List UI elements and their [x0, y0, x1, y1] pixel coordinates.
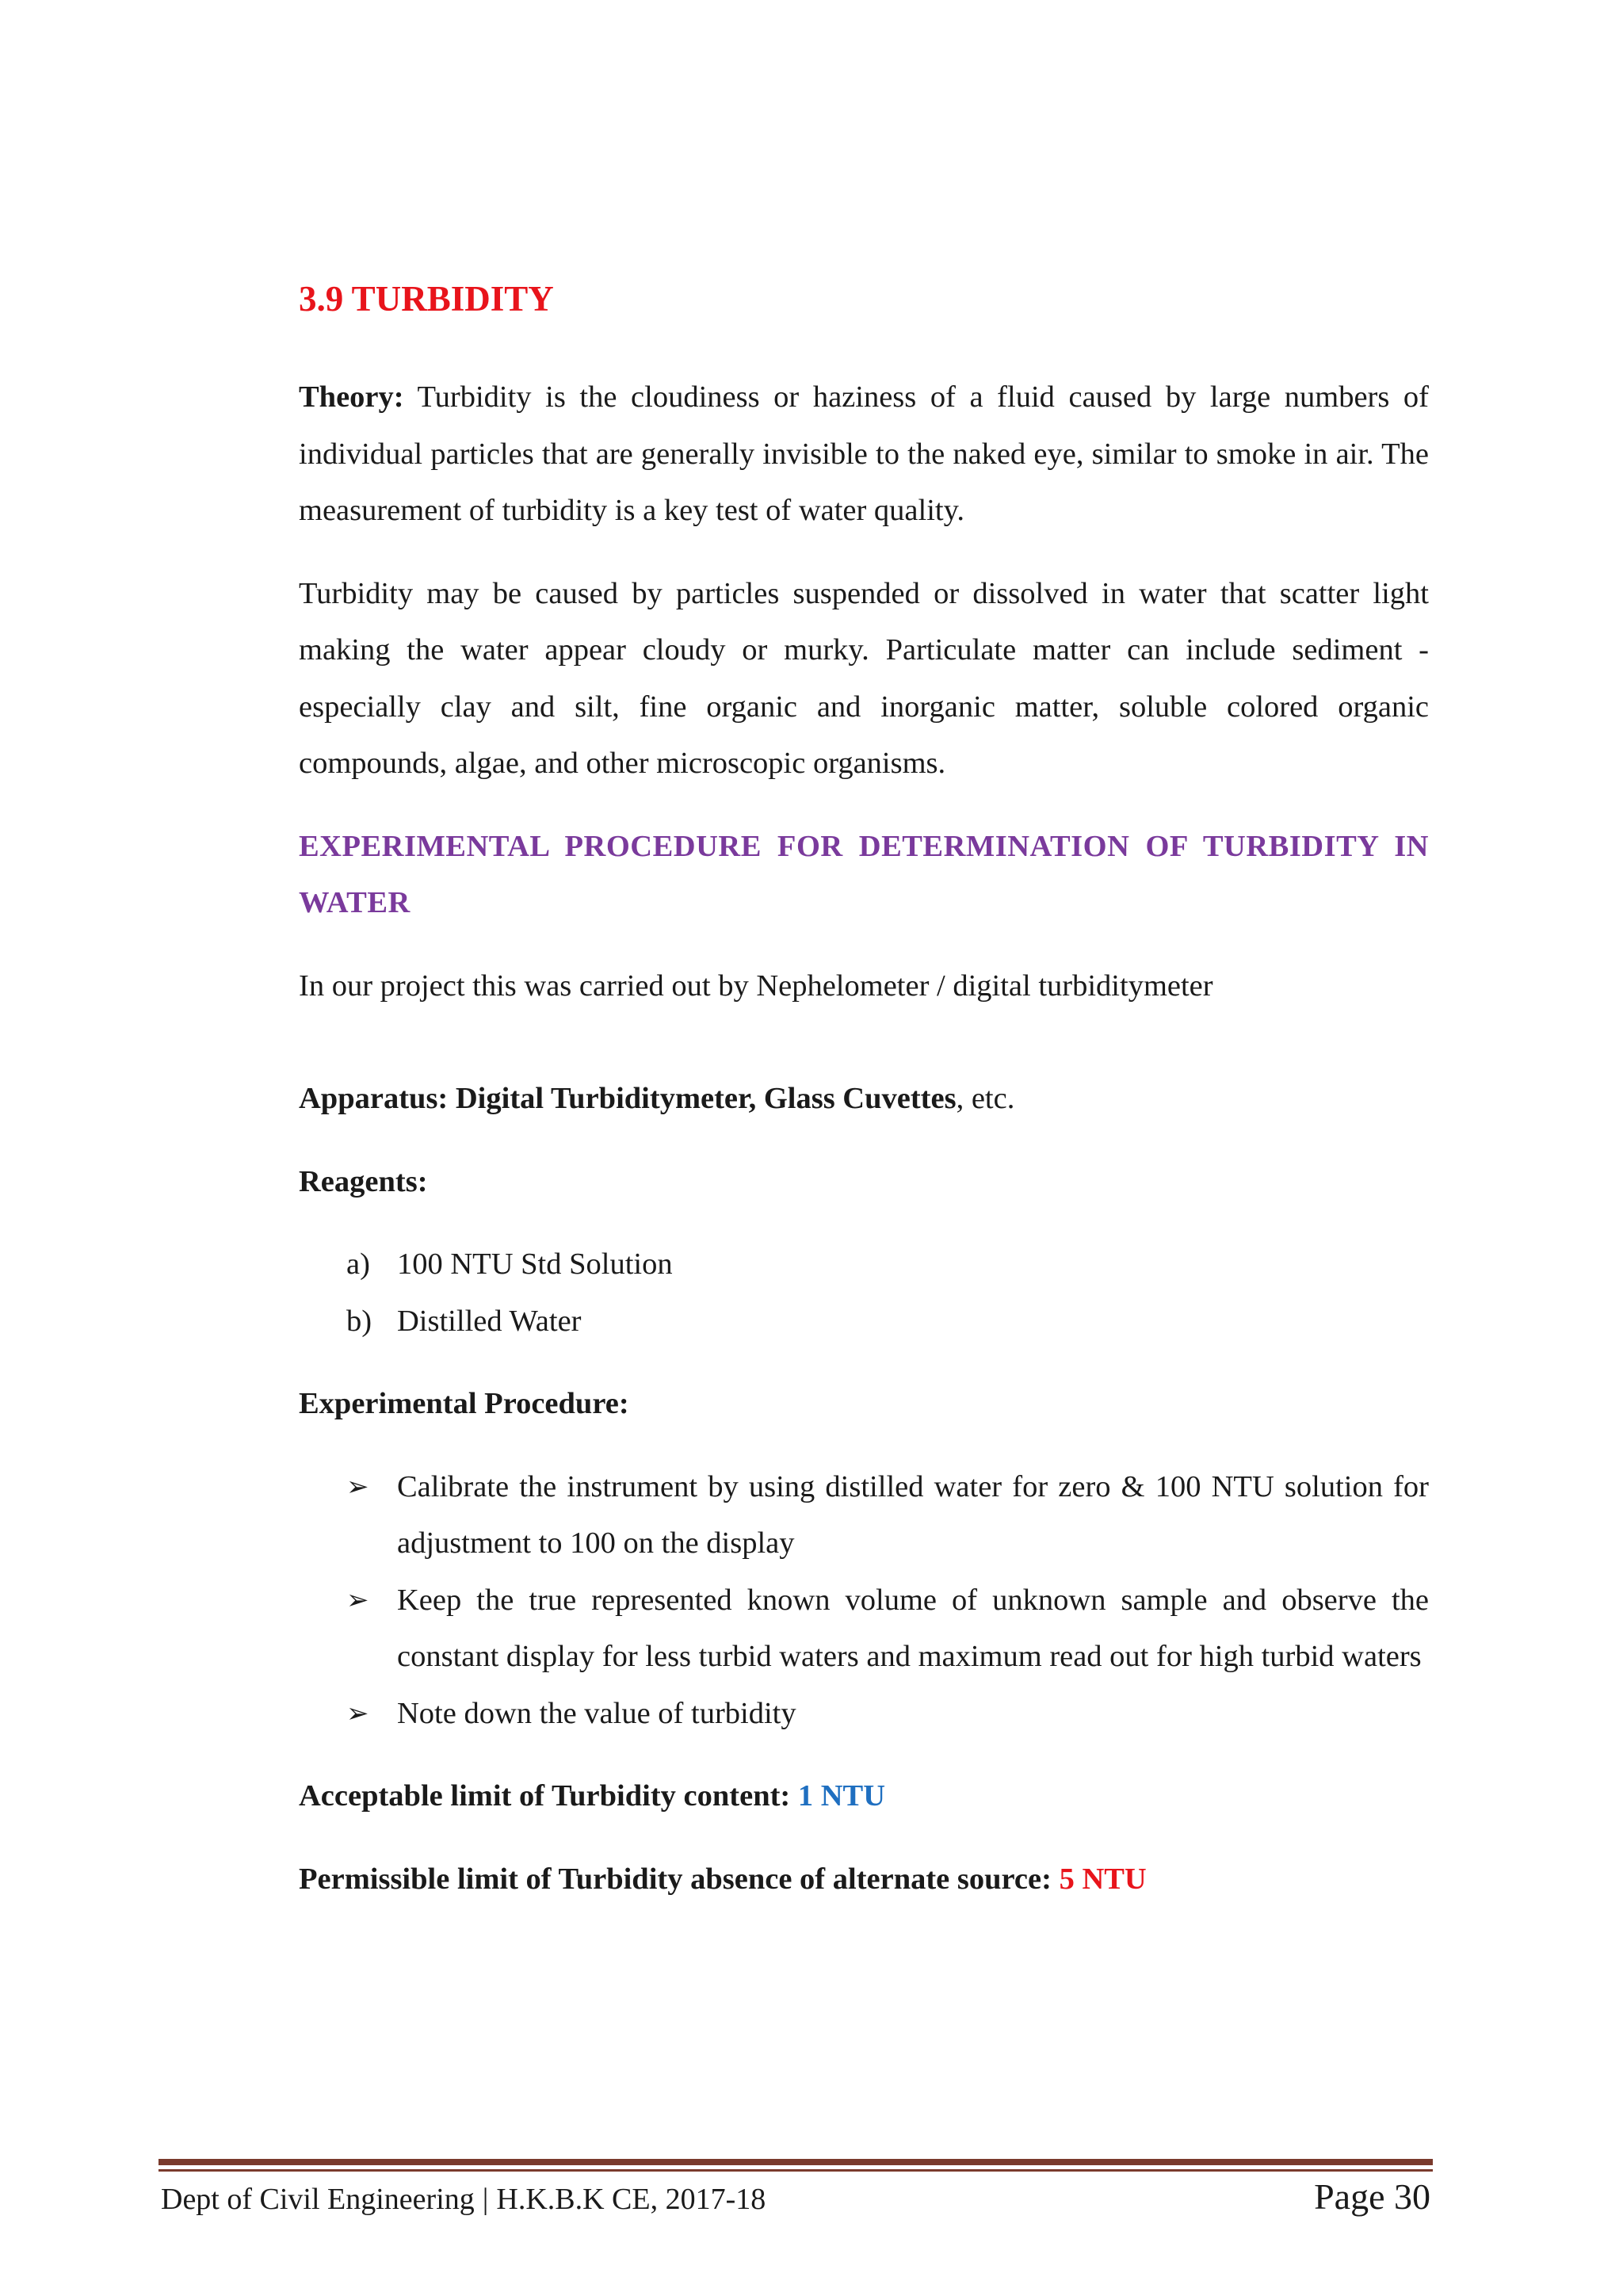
acceptable-label: Acceptable limit of Turbidity content:: [299, 1779, 798, 1813]
reagent-text: Distilled Water: [397, 1304, 582, 1338]
apparatus-line: [299, 1071, 1429, 1128]
page-footer: [161, 2176, 1430, 2223]
reagent-marker: b): [346, 1304, 372, 1338]
reagent-list: [299, 1236, 1429, 1350]
list-item: [299, 1572, 1429, 1686]
permissible-value: 5 NTU: [1059, 1862, 1147, 1896]
step-text: Note down the value of turbidity: [397, 1696, 796, 1730]
footer-rule-thin: [158, 2169, 1433, 2172]
acceptable-value: 1 NTU: [797, 1779, 886, 1813]
turbidity-paragraph: Turbidity may be caused by particles suspended or dissolved in water that scatter light making the water appear cloudy or murky. Particulate matter can include sediment - especially clay and silt, fine organic and inorganic matter, soluble colored organic compounds, algae, and other microscopic organisms.: [299, 576, 1429, 780]
list-item: [299, 1293, 1429, 1350]
footer-left: [161, 2182, 766, 2217]
acceptable-limit: [299, 1768, 1429, 1825]
theory-text: Turbidity is the cloudiness or haziness of a fluid caused by large numbers of individual particles that are generally invisible to the naked eye, similar to smoke in air. The measurement of turbidity is a key test of water quality.: [299, 380, 1429, 527]
footer-rule-thick: [158, 2159, 1433, 2165]
section-title: 3.9 TURBIDITY: [299, 279, 554, 319]
experiment-heading: EXPERIMENTAL PROCEDURE FOR DETERMINATION OF TURBIDITY IN WATER: [299, 829, 1429, 919]
list-item: [299, 1236, 1429, 1293]
permissible-limit: [299, 1851, 1429, 1908]
step-text: Keep the true represented known volume of unknown sample and observe the constant display for less turbid waters and maximum read out for high turbid waters: [397, 1583, 1429, 1673]
step-text: Calibrate the instrument by using distilled water for zero & 100 NTU solution for adjustment to 100 on the display: [397, 1469, 1429, 1560]
footer-department: Dept of Civil Engineering: [161, 2183, 475, 2216]
page-number: Page 30: [1314, 2176, 1430, 2217]
apparatus-rest: , etc.: [956, 1082, 1015, 1115]
permissible-label: Permissible limit of Turbidity absence of alternate source:: [299, 1862, 1060, 1896]
project-line: In our project this was carried out by Nephelometer / digital turbiditymeter: [299, 968, 1213, 1003]
footer-separator: |: [482, 2183, 489, 2216]
arrow-bullet-icon: ➢: [346, 1470, 369, 1503]
theory-label: Theory:: [299, 380, 404, 414]
arrow-bullet-icon: ➢: [346, 1697, 369, 1729]
list-item: [299, 1459, 1429, 1572]
footer-college: H.K.B.K CE, 2017-18: [496, 2183, 766, 2216]
apparatus-label: Apparatus: Digital Turbiditymeter, Glass Cuvettes: [299, 1082, 957, 1115]
theory-paragraph: [299, 369, 1429, 540]
reagent-marker: a): [346, 1247, 370, 1281]
arrow-bullet-icon: ➢: [346, 1584, 369, 1616]
reagents-label: Reagents:: [299, 1164, 428, 1198]
procedure-steps: [299, 1459, 1429, 1743]
page-body: [299, 277, 1429, 1908]
reagent-text: 100 NTU Std Solution: [397, 1247, 673, 1281]
procedure-label: Experimental Procedure:: [299, 1387, 629, 1420]
list-item: [299, 1686, 1429, 1743]
